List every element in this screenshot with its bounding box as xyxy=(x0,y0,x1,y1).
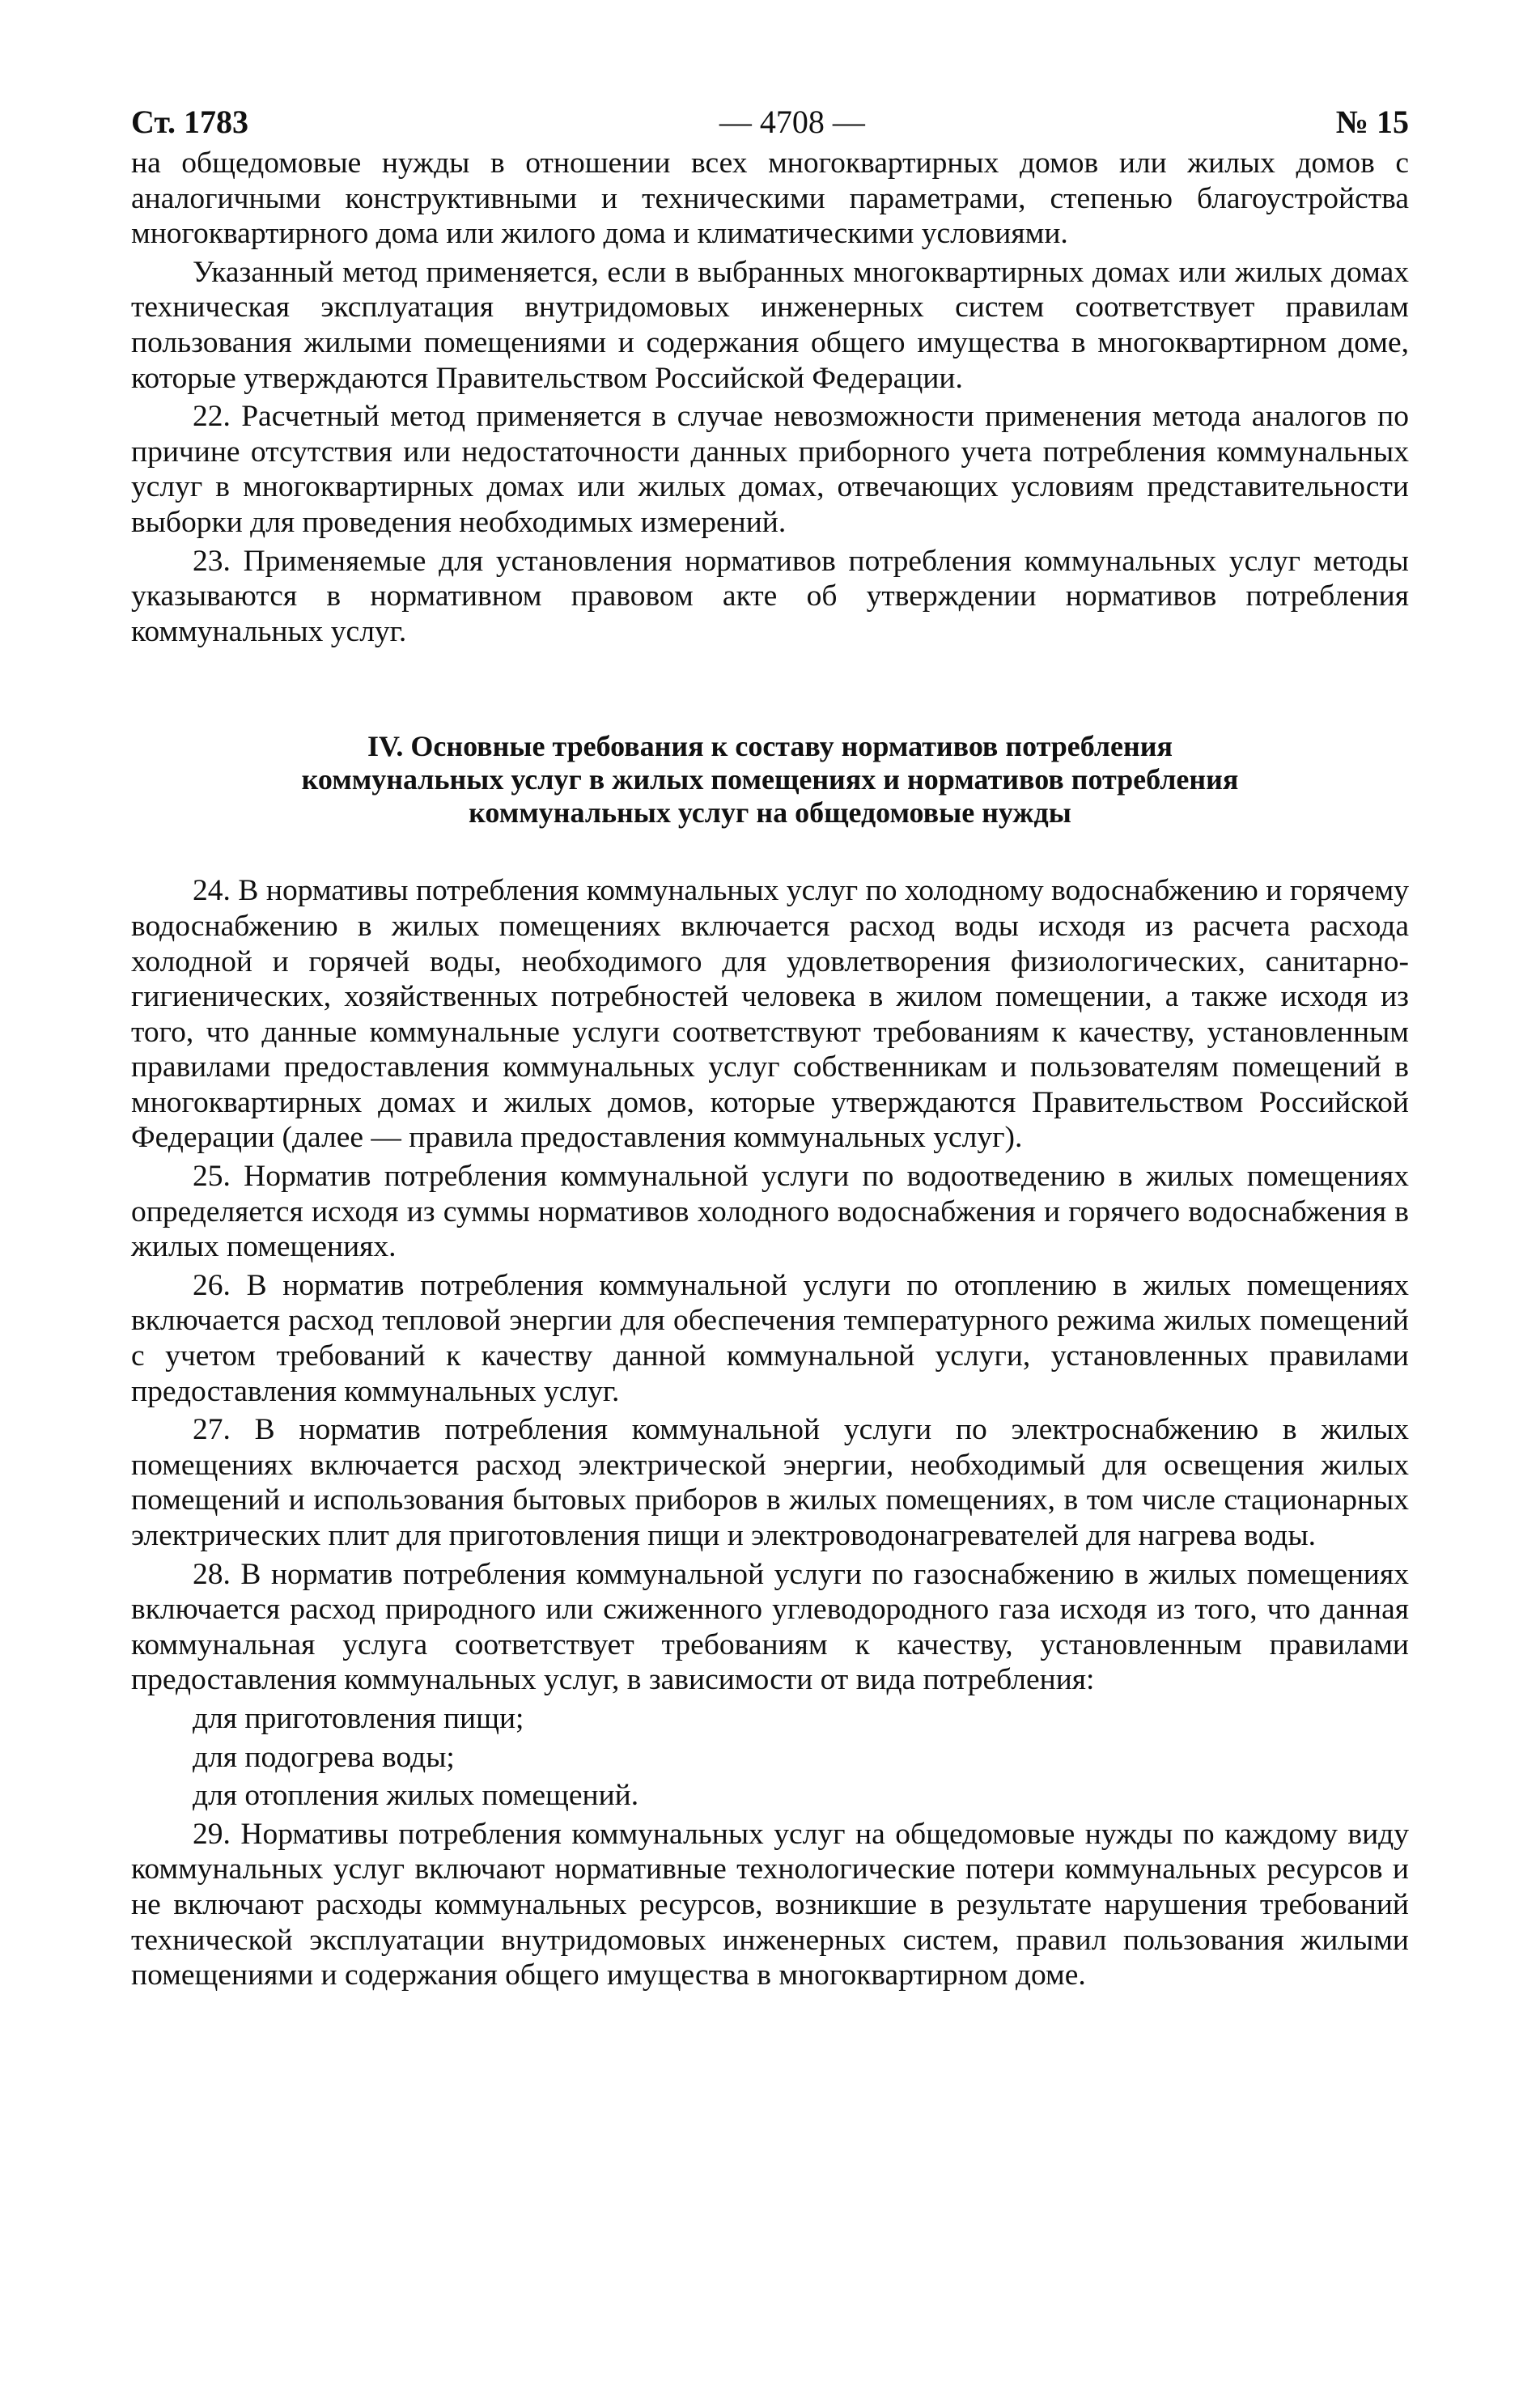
paragraph-29: 29. Нормативы потребления коммунальных услуг на общедомовые нужды по каждому виду коммунальных услуг включают нормативные технологические потери коммунальных ресурсов и не включают расходы коммунальных ресурсов, возникшие в результате нарушения требований технической эксплуатации внутридомовых инженерных систем, правил пользования жилыми помещениями и содержания общего имущества в многоквартирном доме. xyxy=(131,1817,1409,1992)
list-item: для подогрева воды; xyxy=(193,1740,455,1774)
section-heading-line: коммунальных услуг в жилых помещениях и нормативов потребления xyxy=(301,763,1239,796)
paragraph-26: 26. В норматив потребления коммунальной услуги по отоплению в жилых помещениях включается расход тепловой энергии для обеспечения температурного режима жилых помещений с учетом требований к качеству данной коммунальной услуги, установленных правилами предоставления коммунальных услуг. xyxy=(131,1268,1409,1408)
page-header xyxy=(131,104,1409,141)
paragraph-continuation: на общедомовые нужды в отношении всех многоквартирных домов или жилых домов с аналогичными конструктивными и техническими параметрами, степенью благоустройства многоквартирного дома или жилого дома и климатическими условиями. xyxy=(131,146,1409,251)
paragraph-24: 24. В нормативы потребления коммунальных услуг по холодному водоснабжению и горячему водоснабжению в жилых помещениях включается расход воды исходя из расчета расхода холодной и горячей воды, необходимого для удовлетворения физиологических, санитарно-гигиенических, хозяйственных потребностей человека в жилом помещении, а также исходя из того, что данные коммунальные услуги соответствуют требованиям к качеству, установленным правилами предоставления коммунальных услуг собственникам и пользователям помещений в многоквартирных домах и жилых домов, которые утверждаются Правительством Российской Федерации (далее — правила предоставления коммунальных услуг). xyxy=(131,874,1409,1155)
body-text xyxy=(131,146,1409,1993)
page-number: — 4708 — xyxy=(719,104,865,140)
paragraph-22: 22. Расчетный метод применяется в случае невозможности применения метода аналогов по причине отсутствия или недостаточности данных приборного учета потребления коммунальных услуг в многоквартирных домах или жилых домах, отвечающих условиям представительности выборки для проведения необходимых измерений. xyxy=(131,400,1409,539)
article-number: Ст. 1783 xyxy=(131,104,248,140)
list-item: для отопления жилых помещений. xyxy=(193,1779,639,1813)
paragraph-25: 25. Норматив потребления коммунальной услуги по водоотведению в жилых помещениях определяется исходя из суммы нормативов холодного водоснабжения и горячего водоснабжения в жилых помещениях. xyxy=(131,1160,1409,1264)
section-heading xyxy=(131,730,1409,830)
issue-number: № 15 xyxy=(1335,104,1409,140)
paragraph-23: 23. Применяемые для установления нормативов потребления коммунальных услуг методы указываются в нормативном правовом акте об утверждении нормативов потребления коммунальных услуг. xyxy=(131,544,1409,648)
paragraph-28: 28. В норматив потребления коммунальной услуги по газоснабжению в жилых помещениях включается расход природного или сжиженного углеводородного газа исходя из того, что данная коммунальная услуга соответствует требованиям к качеству, установленным правилами предоставления коммунальных услуг, в зависимости от вида потребления: xyxy=(131,1557,1409,1697)
paragraph-27: 27. В норматив потребления коммунальной услуги по электроснабжению в жилых помещениях включается расход электрической энергии, необходимый для освещения жилых помещений и использования бытовых приборов в жилых помещениях, в том числе стационарных электрических плит для приготовления пищи и электроводонагревателей для нагрева воды. xyxy=(131,1413,1409,1552)
list-item: для приготовления пищи; xyxy=(193,1701,524,1735)
paragraph: Указанный метод применяется, если в выбранных многоквартирных домах или жилых домах техническая эксплуатация внутридомовых инженерных систем соответствует правилам пользования жилыми помещениями и содержания общего имущества в многоквартирном доме, которые утверждаются Правительством Российской Федерации. xyxy=(131,255,1409,395)
section-heading-line: коммунальных услуг на общедомовые нужды xyxy=(469,796,1071,830)
section-heading-line: IV. Основные требования к составу нормативов потребления xyxy=(367,730,1173,763)
